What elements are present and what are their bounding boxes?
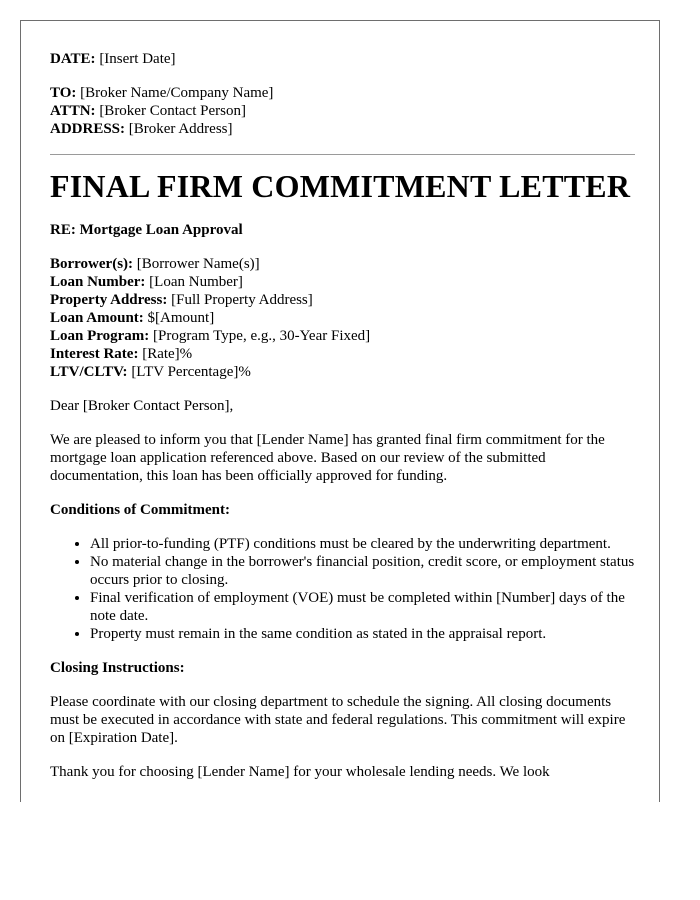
recipient-block (50, 84, 635, 138)
trailing-paragraph: Thank you for choosing [Lender Name] for your wholesale lending needs. We look (50, 764, 550, 780)
detail-label: LTV/CLTV: (50, 364, 128, 380)
detail-value: [Program Type, e.g., 30-Year Fixed] (153, 328, 371, 344)
detail-label: Interest Rate: (50, 346, 139, 362)
detail-label: Property Address: (50, 292, 168, 308)
to-line (50, 84, 635, 102)
list-item: • Property must remain in the same condition as stated in the appraisal report. (90, 625, 635, 643)
address-line (50, 120, 635, 138)
letter-body (50, 50, 635, 797)
detail-label: Loan Program: (50, 328, 150, 344)
detail-value: [Borrower Name(s)] (136, 256, 260, 272)
conditions-heading-text: Conditions of Commitment: (50, 502, 230, 518)
date-value: [Insert Date] (99, 51, 176, 67)
address-label: ADDRESS: (50, 121, 126, 137)
intro-paragraph: We are pleased to inform you that [Lender Name] has granted final firm commitment for the mortgage loan application referenced above. Based on our review of the submitted documentation, this loan has been officially approved for funding. (50, 432, 605, 484)
re-line (50, 221, 635, 239)
conditions-heading (50, 501, 635, 519)
detail-label: Loan Number: (50, 274, 146, 290)
attn-value: [Broker Contact Person] (99, 103, 246, 119)
header-divider (50, 154, 635, 155)
closing-heading (50, 659, 635, 677)
list-item: • No material change in the borrower's financial position, credit score, or employment status occurs prior to closing. (90, 553, 635, 589)
detail-row (50, 327, 635, 345)
letter-page (20, 20, 660, 802)
letter-title: FINAL FIRM COMMITMENT LETTER (50, 168, 631, 204)
conditions-list (50, 535, 635, 643)
salutation: Dear [Broker Contact Person], (50, 398, 234, 414)
detail-value: [LTV Percentage]% (131, 364, 251, 380)
date-line (50, 50, 635, 68)
detail-row (50, 273, 635, 291)
list-item: • Final verification of employment (VOE) must be completed within [Number] days of the note date. (90, 589, 635, 625)
closing-heading-text: Closing Instructions: (50, 660, 185, 676)
detail-label: Borrower(s): (50, 256, 134, 272)
re-text: RE: Mortgage Loan Approval (50, 222, 243, 238)
list-item: • All prior-to-funding (PTF) conditions must be cleared by the underwriting department. (90, 535, 635, 553)
attn-line (50, 102, 635, 120)
detail-row (50, 363, 635, 381)
to-value: [Broker Name/Company Name] (80, 85, 274, 101)
detail-value: [Full Property Address] (171, 292, 313, 308)
to-label: TO: (50, 85, 77, 101)
date-label: DATE: (50, 51, 96, 67)
detail-row (50, 291, 635, 309)
detail-value: [Loan Number] (149, 274, 243, 290)
detail-value: [Rate]% (142, 346, 193, 362)
detail-label: Loan Amount: (50, 310, 144, 326)
attn-label: ATTN: (50, 103, 96, 119)
detail-value: $[Amount] (147, 310, 215, 326)
loan-details (50, 255, 635, 381)
detail-row (50, 255, 635, 273)
detail-row (50, 309, 635, 327)
closing-paragraph: Please coordinate with our closing department to schedule the signing. All closing documents must be executed in accordance with state and federal regulations. This commitment will expire on [Expiration Date]. (50, 694, 626, 746)
address-value: [Broker Address] (128, 121, 233, 137)
detail-row (50, 345, 635, 363)
